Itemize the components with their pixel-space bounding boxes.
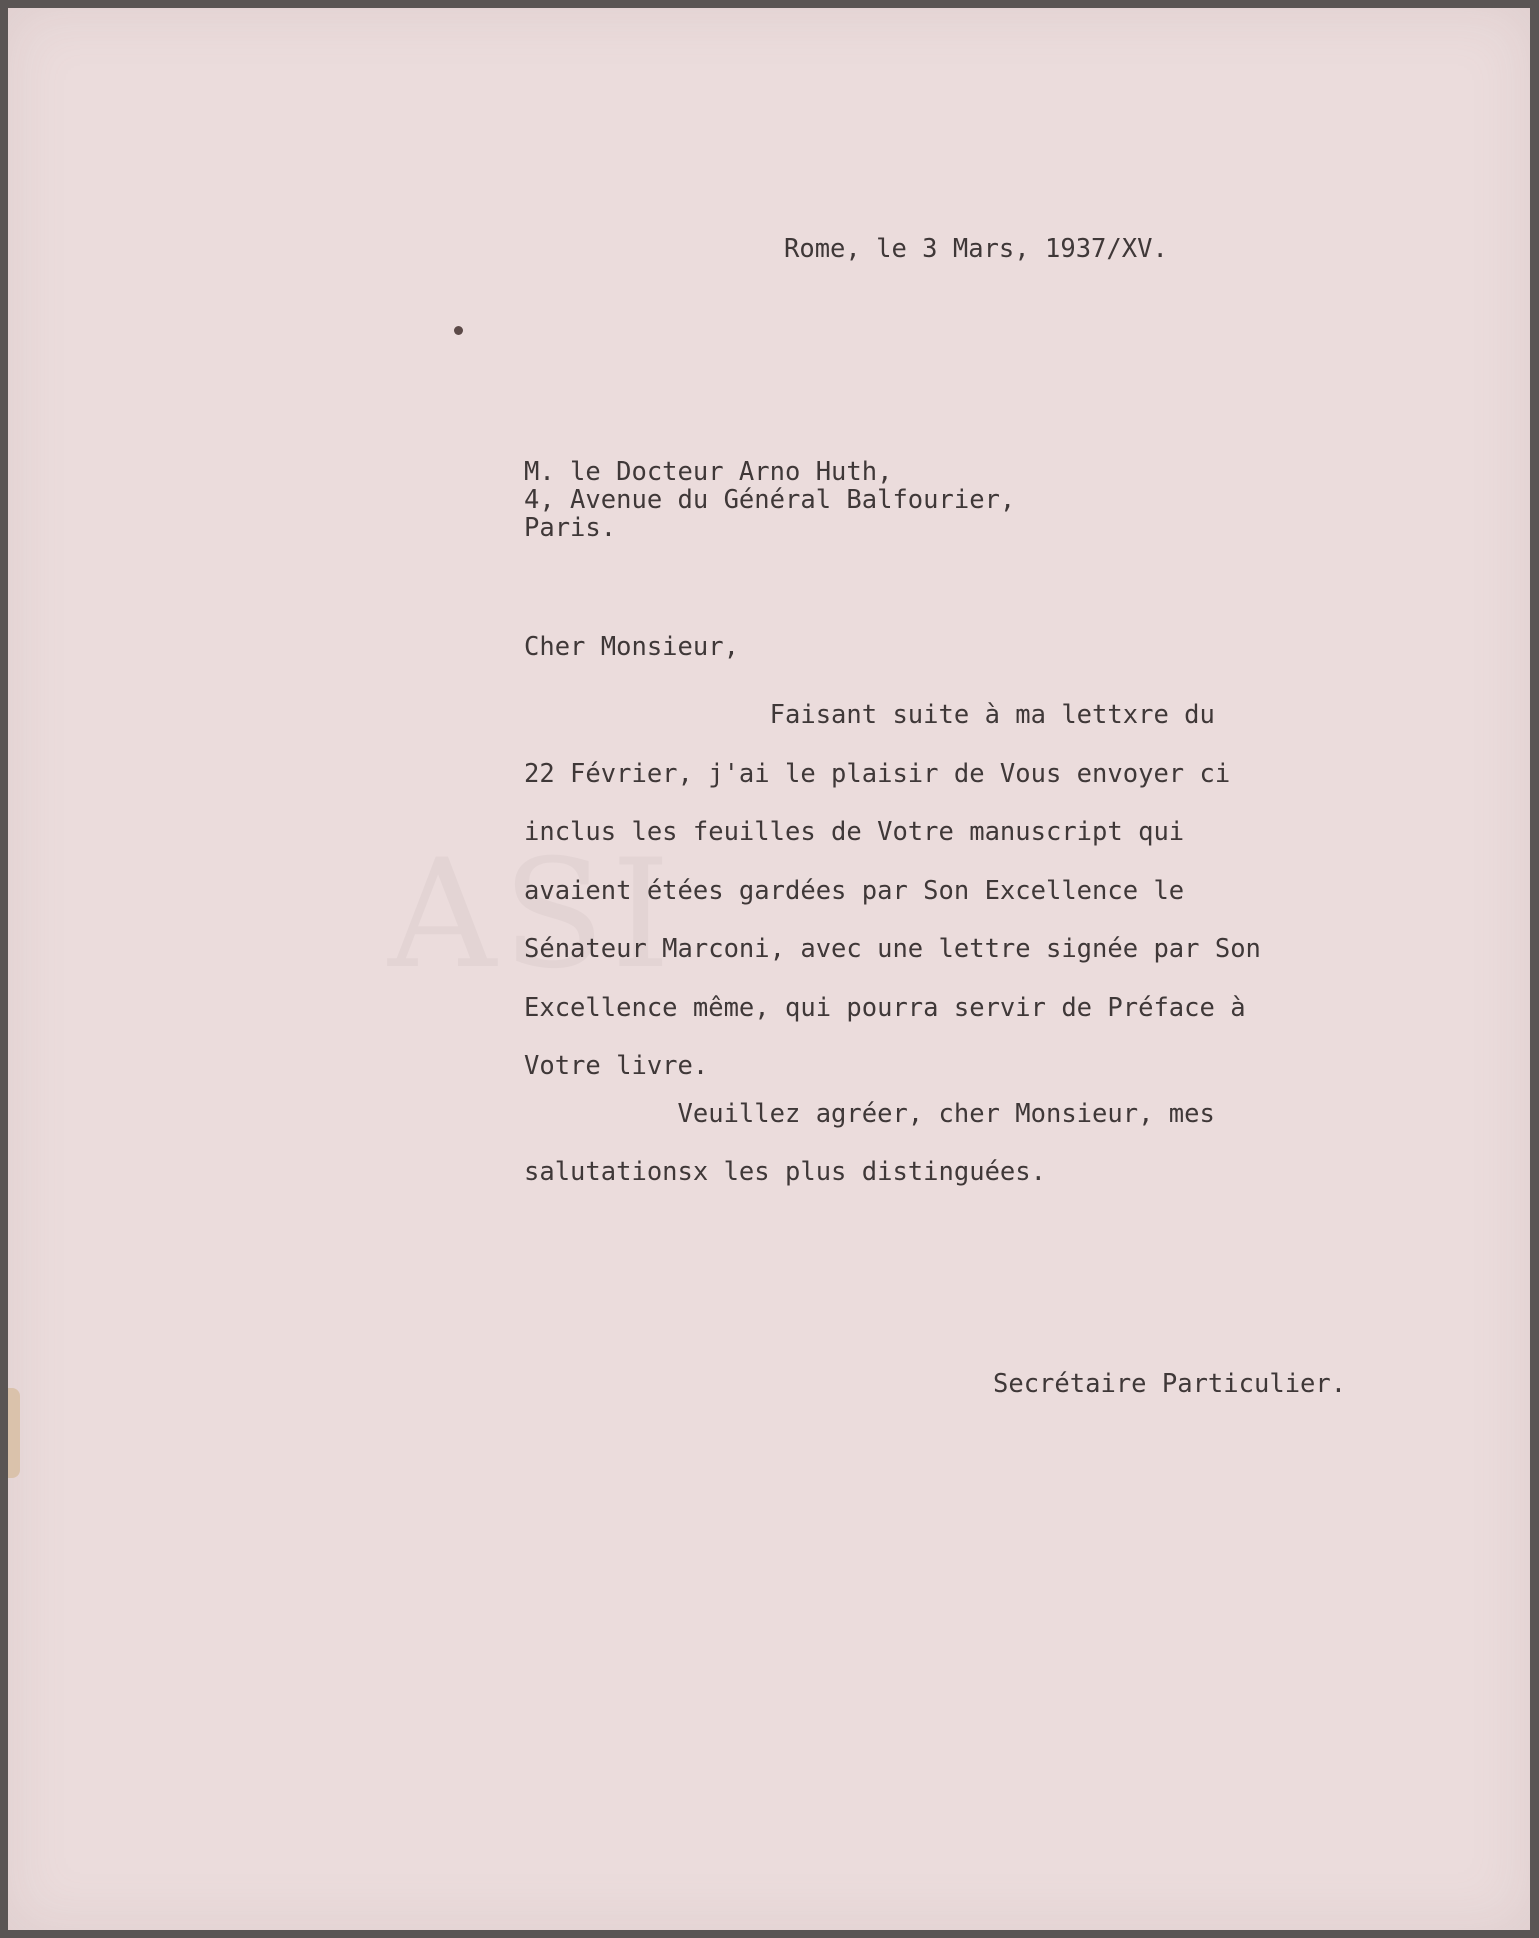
body-line: Votre livre.: [524, 1051, 709, 1081]
signature-title: Secrétaire Particulier.: [993, 1369, 1347, 1399]
letter-page: [8, 8, 1530, 1930]
body-line: 22 Février, j'ai le plaisir de Vous envoyer ci: [524, 758, 1231, 789]
recipient-address: [524, 458, 1015, 542]
body-line: Faisant suite à ma lettxre du: [524, 700, 1215, 730]
closing-line: salutationsx les plus distinguées.: [524, 1157, 1046, 1187]
letter-closing: [524, 1085, 1215, 1201]
address-line: M. le Docteur Arno Huth,: [524, 457, 893, 487]
body-line: avaient étées gardées par Son Excellence le: [524, 875, 1185, 906]
address-line: Paris.: [524, 513, 617, 543]
letter-body: [524, 686, 1261, 1096]
letter-date: Rome, le 3 Mars, 1937/XV.: [784, 234, 1168, 264]
watermark-show-through: ASI: [388, 828, 677, 1002]
body-line: Excellence même, qui pourra servir de Préface à: [524, 992, 1246, 1023]
salutation: Cher Monsieur,: [524, 632, 739, 662]
closing-line: Veuillez agréer, cher Monsieur, mes: [524, 1099, 1215, 1129]
paper-stain: [8, 1388, 20, 1478]
ink-dot: [454, 326, 463, 335]
address-line: 4, Avenue du Général Balfourier,: [524, 485, 1016, 515]
body-line: Sénateur Marconi, avec une lettre signée par Son: [524, 934, 1261, 964]
body-line: inclus les feuilles de Votre manuscript qui: [524, 817, 1185, 847]
